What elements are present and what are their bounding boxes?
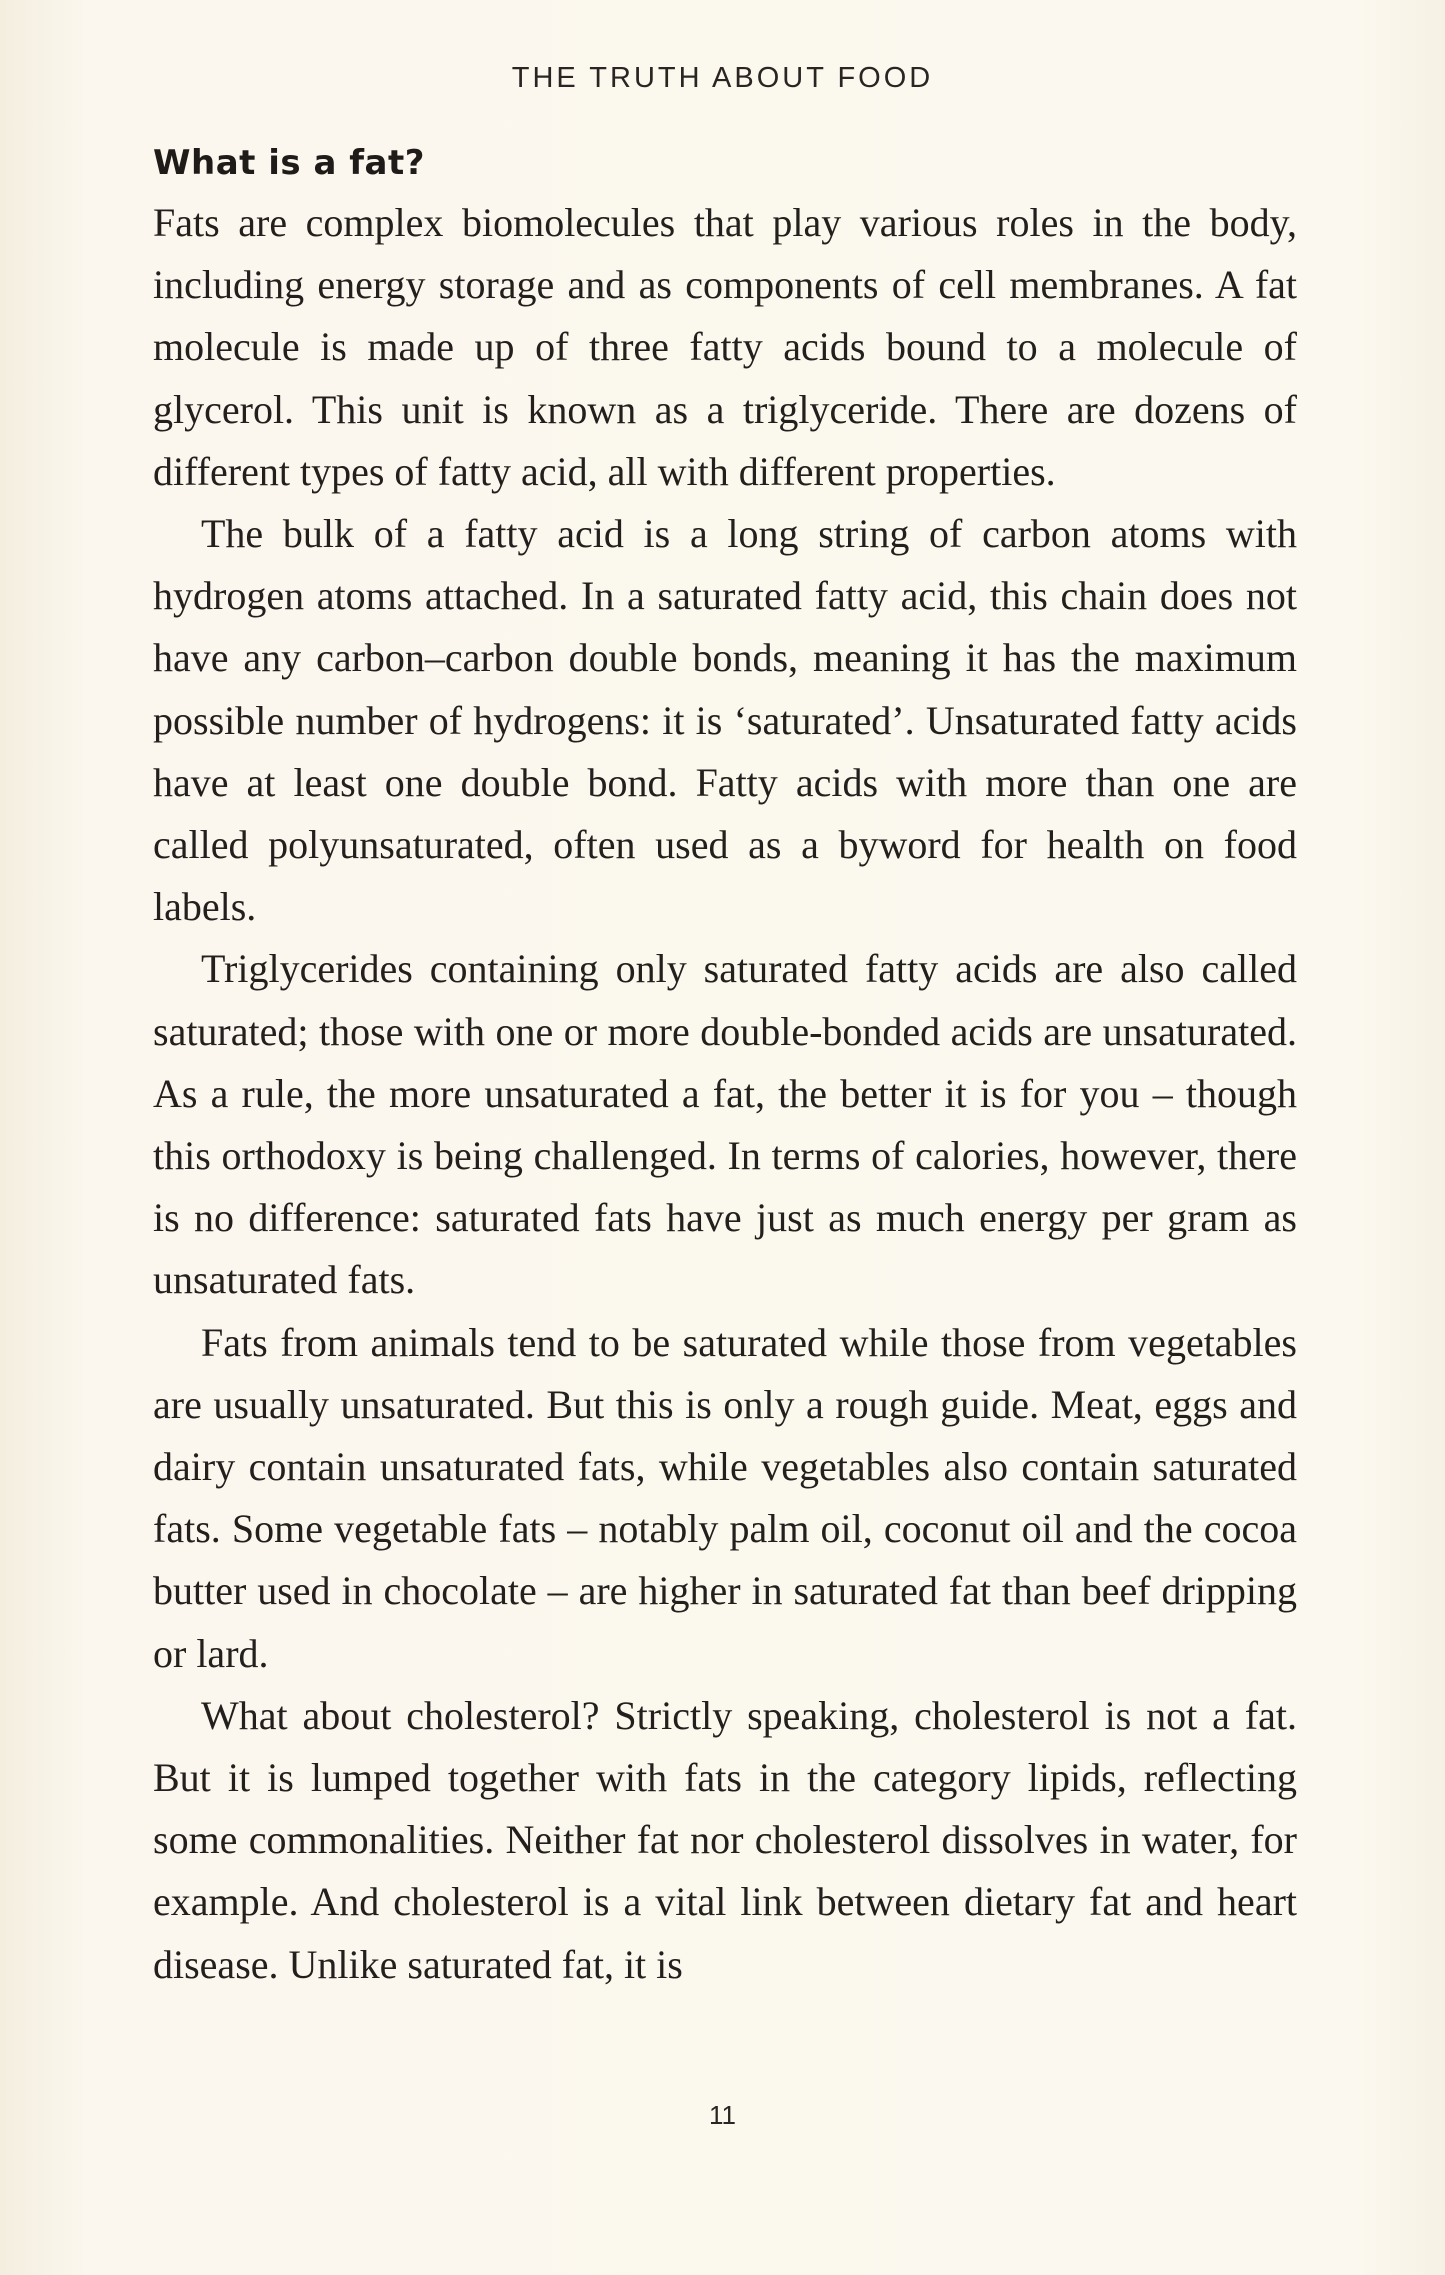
- paragraph-2: The bulk of a fatty acid is a long string of carbon atoms with hydrogen atoms attached. In a saturated fatty acid, this chain does not have any carbon–carbon double bonds, meaning it has the maximum possible number of hydrogens: it is ‘saturated’. Unsaturated fatty acids have at least one double bond. Fatty acids with more than one are called polyunsaturated, often used as a byword for health on food labels.: [153, 511, 1297, 930]
- section-heading: What is a fat?: [153, 143, 425, 183]
- paragraph-5: What about cholesterol? Strictly speaking, cholesterol is not a fat. But it is lumped together with fats in the category lipids, reflecting some commonalities. Neither fat nor cholesterol dissolves in water, for example. And cholesterol is a vital link between dietary fat and heart disease. Unlike saturated fat, it is: [153, 1692, 1297, 1987]
- paragraph-3: Triglycerides containing only saturated fatty acids are also called saturated; those with one or more double-bonded acids are unsaturated. As a rule, the more unsaturated a fat, the better it is for you – though this orthodoxy is being challenged. In terms of calories, however, there is no difference: saturated fats have just as much energy per gram as unsaturated fats.: [153, 946, 1297, 1303]
- paragraph-4: Fats from animals tend to be saturated while those from vegetables are usually unsaturated. But this is only a rough guide. Meat, eggs and dairy contain unsaturated fats, while vegetables also contain saturated fats. Some vegetable fats – notably palm oil, coconut oil and the cocoa butter used in chocolate – are higher in saturated fat than beef dripping or lard.: [153, 1319, 1297, 1676]
- running-head: THE TRUTH ABOUT FOOD: [511, 62, 934, 94]
- paragraph-1: Fats are complex biomolecules that play various roles in the body, including energy storage and as components of cell membranes. A fat molecule is made up of three fatty acids bound to a molecule of glycerol. This unit is known as a triglyceride. There are dozens of different types of fatty acid, all with different properties.: [153, 200, 1297, 494]
- page-number: 11: [709, 2100, 736, 2130]
- page-body: [153, 138, 1297, 1996]
